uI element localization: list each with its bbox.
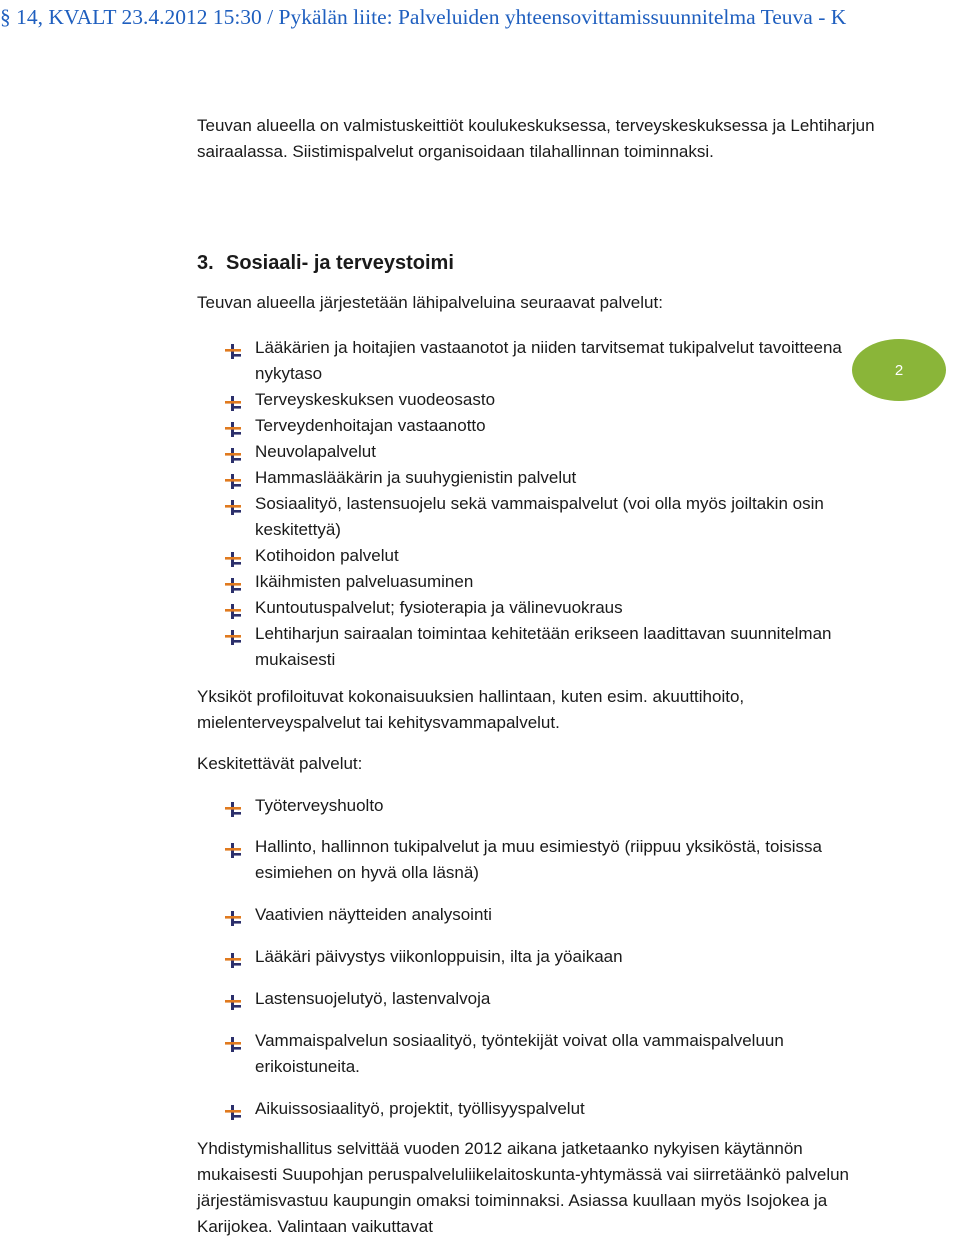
bullet-icon: [225, 445, 241, 460]
section-heading: [197, 249, 454, 277]
list-item: [222, 595, 882, 621]
bullet-icon: [225, 341, 241, 356]
list-item-text: Kotihoidon palvelut: [255, 546, 399, 565]
section-number: 3.: [197, 252, 214, 274]
bullet-icon: [225, 840, 241, 855]
bullet-icon: [225, 1102, 241, 1117]
list-item-text: Neuvolapalvelut: [255, 442, 376, 461]
list-item: [222, 465, 882, 491]
list-item-text: Aikuissosiaalityö, projektit, työllisyyspalvelut: [255, 1099, 585, 1118]
list-item-text: Lääkäri päivystys viikonloppuisin, ilta ja yöaikaan: [255, 947, 623, 966]
centralized-lead: Keskitettävät palvelut:: [197, 754, 363, 773]
list-item-text: Ikäihmisten palveluasuminen: [255, 572, 474, 591]
section-title: Sosiaali- ja terveystoimi: [226, 252, 454, 274]
list-item: [222, 1096, 882, 1122]
list-item-text: Vaativien näytteiden analysointi: [255, 905, 492, 924]
list-item-text: Vammaispalvelun sosiaalityö, työntekijät voivat olla vammaispalveluun erikoistuneita.: [255, 1031, 784, 1076]
page-number-badge: 2: [852, 339, 946, 401]
list-item-text: Lehtiharjun sairaalan toimintaa kehitetään erikseen laadittavan suunnitelman mukaisesti: [255, 624, 832, 669]
local-services-list: [222, 335, 882, 673]
bullet-icon: [225, 601, 241, 616]
list-item: [222, 986, 882, 1012]
list-item: [222, 335, 882, 387]
closing-paragraph: Yhdistymishallitus selvittää vuoden 2012 aikana jatketaanko nykyisen käytännön mukaisesti Suupohjan peruspalveluliikelaitoskunta-yhtymässä vai siirretäänkö palvelun järjestämisvastuu kaupungin omaksi toiminnaksi. Asiassa kuullaan myös Isojokea ja Karijokea. Valintaan vaikuttavat: [197, 1139, 850, 1236]
list-item: [222, 439, 882, 465]
bullet-icon: [225, 549, 241, 564]
list-item-text: Hallinto, hallinnon tukipalvelut ja muu esimiestyö (riippuu yksiköstä, toisissa esimiehen on hyvä olla läsnä): [255, 837, 822, 882]
bullet-icon: [225, 419, 241, 434]
list-item: [222, 413, 882, 439]
bullet-icon: [225, 1034, 241, 1049]
bullet-icon: [225, 799, 241, 814]
bullet-icon: [225, 908, 241, 923]
list-item-text: Terveydenhoitajan vastaanotto: [255, 416, 486, 435]
services-lead: Teuvan alueella järjestetään lähipalveluina seuraavat palvelut:: [197, 293, 663, 312]
list-item: [222, 793, 882, 819]
list-item-text: Lastensuojelutyö, lastenvalvoja: [255, 989, 491, 1008]
list-item: [222, 902, 882, 928]
bullet-icon: [225, 497, 241, 512]
bullet-icon: [225, 393, 241, 408]
list-item-text: Hammaslääkärin ja suuhygienistin palvelut: [255, 468, 577, 487]
list-item: [222, 569, 882, 595]
list-item-text: Kuntoutuspalvelut; fysioterapia ja välinevuokraus: [255, 598, 623, 617]
list-item: [222, 944, 882, 970]
list-item: [222, 1028, 882, 1080]
bullet-icon: [225, 992, 241, 1007]
list-item-text: Työterveyshuolto: [255, 796, 384, 815]
list-item: [222, 543, 882, 569]
intro-paragraph: Teuvan alueella on valmistuskeittiöt koulukeskuksessa, terveyskeskuksessa ja Lehtiharjun sairaalassa. Siistimispalvelut organisoidaan tilahallinnan toiminnaksi.: [197, 116, 875, 161]
list-item-text: Sosiaalityö, lastensuojelu sekä vammaispalvelut (voi olla myös joiltakin osin keskitettyä): [255, 494, 824, 539]
list-item: [222, 387, 882, 413]
bullet-icon: [225, 950, 241, 965]
bullet-icon: [225, 627, 241, 642]
bullet-icon: [225, 471, 241, 486]
page-header: § 14, KVALT 23.4.2012 15:30 / Pykälän liite: Palveluiden yhteensovittamissuunnitelma Teuva - K: [0, 5, 847, 29]
centralized-services-list: [222, 793, 882, 1122]
profile-paragraph: Yksiköt profiloituvat kokonaisuuksien hallintaan, kuten esim. akuuttihoito, mielenterveyspalvelut tai kehitysvammapalvelut.: [197, 687, 745, 732]
list-item: [222, 621, 882, 673]
list-item: [222, 491, 882, 543]
bullet-icon: [225, 575, 241, 590]
list-item-text: Terveyskeskuksen vuodeosasto: [255, 390, 496, 409]
list-item: [222, 834, 882, 886]
list-item-text: Lääkärien ja hoitajien vastaanotot ja niiden tarvitsemat tukipalvelut tavoitteena nykytaso: [255, 338, 842, 383]
